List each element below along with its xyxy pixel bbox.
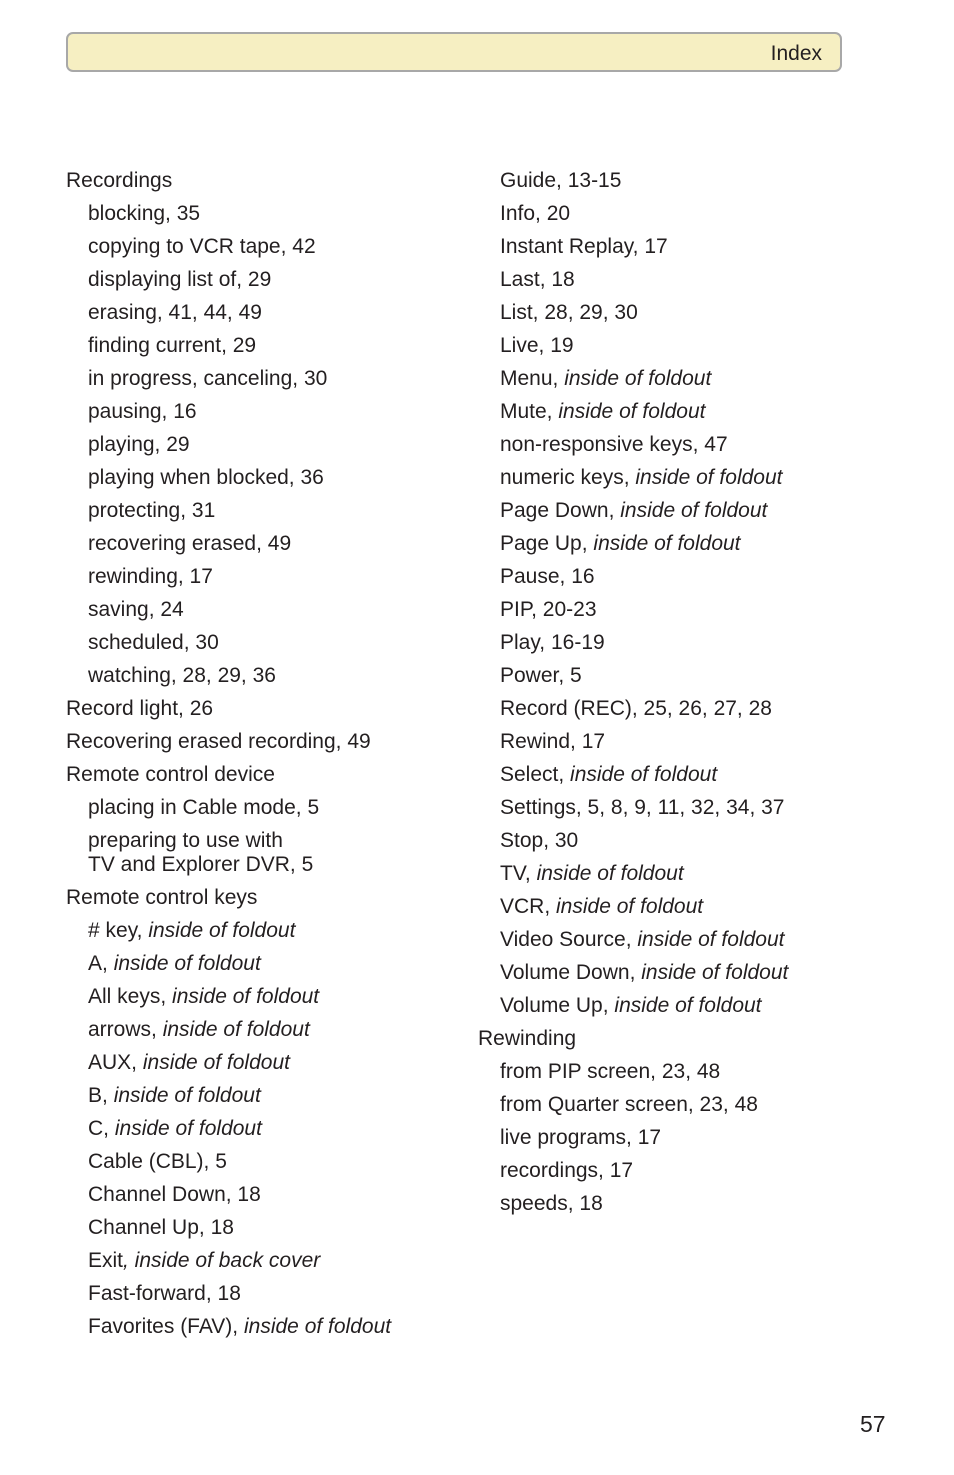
entry-text: recovering erased, 49 <box>88 532 292 555</box>
index-entry <box>66 169 476 193</box>
index-subentry <box>66 499 476 523</box>
entry-text: from Quarter screen, 23, 48 <box>500 1093 758 1116</box>
index-subentry <box>66 1084 476 1108</box>
index-subentry <box>478 928 918 952</box>
entry-reference: inside of foldout <box>570 763 718 786</box>
entry-text: blocking, 35 <box>88 202 201 225</box>
entry-text: Last, 18 <box>500 268 575 291</box>
entry-text: non-responsive keys, 47 <box>500 433 728 456</box>
entry-text: playing when blocked, 36 <box>88 466 324 489</box>
index-subentry <box>66 1249 476 1273</box>
entry-text: Recovering erased recording, 49 <box>66 730 371 753</box>
index-subentry <box>478 829 918 853</box>
entry-reference: inside of foldout <box>641 961 789 984</box>
entry-text: AUX, <box>88 1051 143 1074</box>
entry-text: in progress, canceling, 30 <box>88 367 328 390</box>
index-subentry <box>478 1126 918 1150</box>
index-subentry <box>478 1159 918 1183</box>
index-subentry <box>478 466 918 490</box>
index-subentry <box>478 532 918 556</box>
entry-text: Rewinding <box>478 1027 577 1050</box>
entry-text: recordings, 17 <box>500 1159 634 1182</box>
index-subentry <box>66 466 476 490</box>
index-subentry <box>66 235 476 259</box>
entry-reference: inside of foldout <box>113 1084 261 1107</box>
entry-text: Recordings <box>66 169 173 192</box>
entry-text: preparing to use with <box>88 829 283 852</box>
entry-text: placing in Cable mode, 5 <box>88 796 320 819</box>
index-entry <box>66 886 476 910</box>
entry-text: Video Source, <box>500 928 638 951</box>
index-subentry <box>478 202 918 226</box>
entry-text: # key, <box>88 919 149 942</box>
entry-text: erasing, 41, 44, 49 <box>88 301 262 324</box>
index-subentry <box>66 796 476 820</box>
index-subentry <box>478 565 918 589</box>
index-subentry <box>66 433 476 457</box>
index-subentry <box>478 1093 918 1117</box>
entry-reference: inside of foldout <box>172 985 320 1008</box>
entry-text: C, <box>88 1117 115 1140</box>
entry-text: watching, 28, 29, 36 <box>88 664 276 687</box>
entry-text: displaying list of, 29 <box>88 268 272 291</box>
entry-text: Remote control device <box>66 763 275 786</box>
entry-text: copying to VCR tape, 42 <box>88 235 316 258</box>
entry-text: Record (REC), 25, 26, 27, 28 <box>500 697 772 720</box>
index-subentry <box>478 367 918 391</box>
entry-text: scheduled, 30 <box>88 631 219 654</box>
index-subentry <box>66 1150 476 1174</box>
index-entry <box>66 763 476 787</box>
entry-text: Channel Down, 18 <box>88 1183 261 1206</box>
index-entry <box>66 697 476 721</box>
entry-text: pausing, 16 <box>88 400 197 423</box>
index-subentry <box>478 961 918 985</box>
entry-text: TV, <box>500 862 537 885</box>
entry-text: Cable (CBL), 5 <box>88 1150 227 1173</box>
entry-text: Settings, 5, 8, 9, 11, 32, 34, 37 <box>500 796 785 819</box>
index-subentry <box>478 631 918 655</box>
index-subentry <box>66 532 476 556</box>
index-entry <box>66 730 476 754</box>
index-subentry <box>66 664 476 688</box>
entry-reference: inside of foldout <box>558 400 706 423</box>
index-subentry <box>66 985 476 1009</box>
entry-text: Exit <box>88 1249 124 1272</box>
index-subentry <box>66 952 476 976</box>
index-subentry <box>478 400 918 424</box>
index-subentry <box>66 919 476 943</box>
entry-reference: inside of foldout <box>113 952 261 975</box>
entry-text: All keys, <box>88 985 173 1008</box>
entry-text: Power, 5 <box>500 664 582 687</box>
index-subentry <box>478 499 918 523</box>
index-subentry <box>478 796 918 820</box>
index-subentry <box>478 169 918 193</box>
index-column-right <box>478 167 918 1216</box>
entry-text: Instant Replay, 17 <box>500 235 668 258</box>
entry-text: Select, <box>500 763 571 786</box>
entry-reference: inside of foldout <box>637 928 785 951</box>
index-subentry <box>66 1117 476 1141</box>
entry-text: Fast-forward, 18 <box>88 1282 241 1305</box>
entry-reference: inside of foldout <box>564 367 712 390</box>
entry-text: Guide, 13-15 <box>500 169 622 192</box>
index-subentry <box>66 598 476 622</box>
entry-text: Volume Down, <box>500 961 642 984</box>
entry-text: VCR, <box>500 895 557 918</box>
entry-text: Page Down, <box>500 499 621 522</box>
entry-text: Rewind, 17 <box>500 730 606 753</box>
entry-reference: inside of foldout <box>614 994 762 1017</box>
entry-reference: inside of foldout <box>243 1315 392 1338</box>
index-subentry <box>478 301 918 325</box>
index-subentry <box>66 400 476 424</box>
entry-text: Page Up, <box>500 532 594 555</box>
entry-text: List, 28, 29, 30 <box>500 301 638 324</box>
entry-text: A, <box>88 952 114 975</box>
entry-text: live programs, 17 <box>500 1126 662 1149</box>
entry-text: Menu, <box>500 367 565 390</box>
entry-reference: , inside of back cover <box>123 1249 321 1272</box>
index-subentry <box>66 367 476 391</box>
index-subentry <box>66 1051 476 1075</box>
index-subentry <box>66 334 476 358</box>
index-subentry <box>66 565 476 589</box>
entry-text: Info, 20 <box>500 202 571 225</box>
index-subentry <box>478 268 918 292</box>
entry-reference: inside of foldout <box>635 466 783 489</box>
index-subentry <box>66 1183 476 1207</box>
entry-reference: inside of foldout <box>556 895 704 918</box>
index-subentry <box>478 895 918 919</box>
index-subentry <box>478 433 918 457</box>
index-subentry <box>66 268 476 292</box>
entry-reference: inside of foldout <box>148 919 296 942</box>
index-subentry <box>478 334 918 358</box>
entry-reference: inside of foldout <box>536 862 684 885</box>
entry-text: arrows, <box>88 1018 163 1041</box>
entry-text: Pause, 16 <box>500 565 595 588</box>
index-subentry <box>478 664 918 688</box>
index-subentry <box>66 829 476 877</box>
index-subentry <box>478 763 918 787</box>
entry-text: protecting, 31 <box>88 499 216 522</box>
index-subentry <box>66 1315 476 1339</box>
entry-text: playing, 29 <box>88 433 190 456</box>
index-subentry <box>478 1060 918 1084</box>
entry-reference: inside of foldout <box>114 1117 262 1140</box>
index-subentry <box>66 1018 476 1042</box>
entry-text: numeric keys, <box>500 466 636 489</box>
entry-text: Remote control keys <box>66 886 258 909</box>
entry-text: saving, 24 <box>88 598 184 621</box>
index-entry <box>478 1027 918 1051</box>
entry-reference: inside of foldout <box>593 532 741 555</box>
entry-text: Volume Up, <box>500 994 615 1017</box>
page-number: 57 <box>860 1411 886 1437</box>
entry-text: Live, 19 <box>500 334 574 357</box>
index-subentry <box>66 631 476 655</box>
entry-reference: inside of foldout <box>620 499 768 522</box>
entry-text: speeds, 18 <box>500 1192 603 1215</box>
index-subentry <box>478 598 918 622</box>
index-subentry <box>478 1192 918 1216</box>
index-column-left <box>66 167 476 1339</box>
entry-text: Channel Up, 18 <box>88 1216 234 1239</box>
index-subentry <box>478 697 918 721</box>
index-subentry <box>66 1282 476 1306</box>
entry-text: Mute, <box>500 400 559 423</box>
entry-reference: inside of foldout <box>162 1018 310 1041</box>
entry-text: Favorites (FAV), <box>88 1315 244 1338</box>
entry-text: Record light, 26 <box>66 697 214 720</box>
entry-text: TV and Explorer DVR, 5 <box>88 853 314 876</box>
entry-text: PIP, 20-23 <box>500 598 597 621</box>
entry-reference: inside of foldout <box>142 1051 290 1074</box>
index-subentry <box>478 994 918 1018</box>
entry-text: B, <box>88 1084 114 1107</box>
index-subentry <box>478 235 918 259</box>
entry-text: Stop, 30 <box>500 829 579 852</box>
index-subentry <box>66 202 476 226</box>
entry-text: from PIP screen, 23, 48 <box>500 1060 721 1083</box>
index-subentry <box>66 301 476 325</box>
entry-text: finding current, 29 <box>88 334 257 357</box>
index-subentry <box>66 1216 476 1240</box>
index-subentry <box>478 862 918 886</box>
section-title: Index <box>770 42 822 65</box>
entry-text: rewinding, 17 <box>88 565 213 588</box>
entry-text: Play, 16-19 <box>500 631 605 654</box>
index-header-bar <box>66 32 842 72</box>
index-subentry <box>478 730 918 754</box>
